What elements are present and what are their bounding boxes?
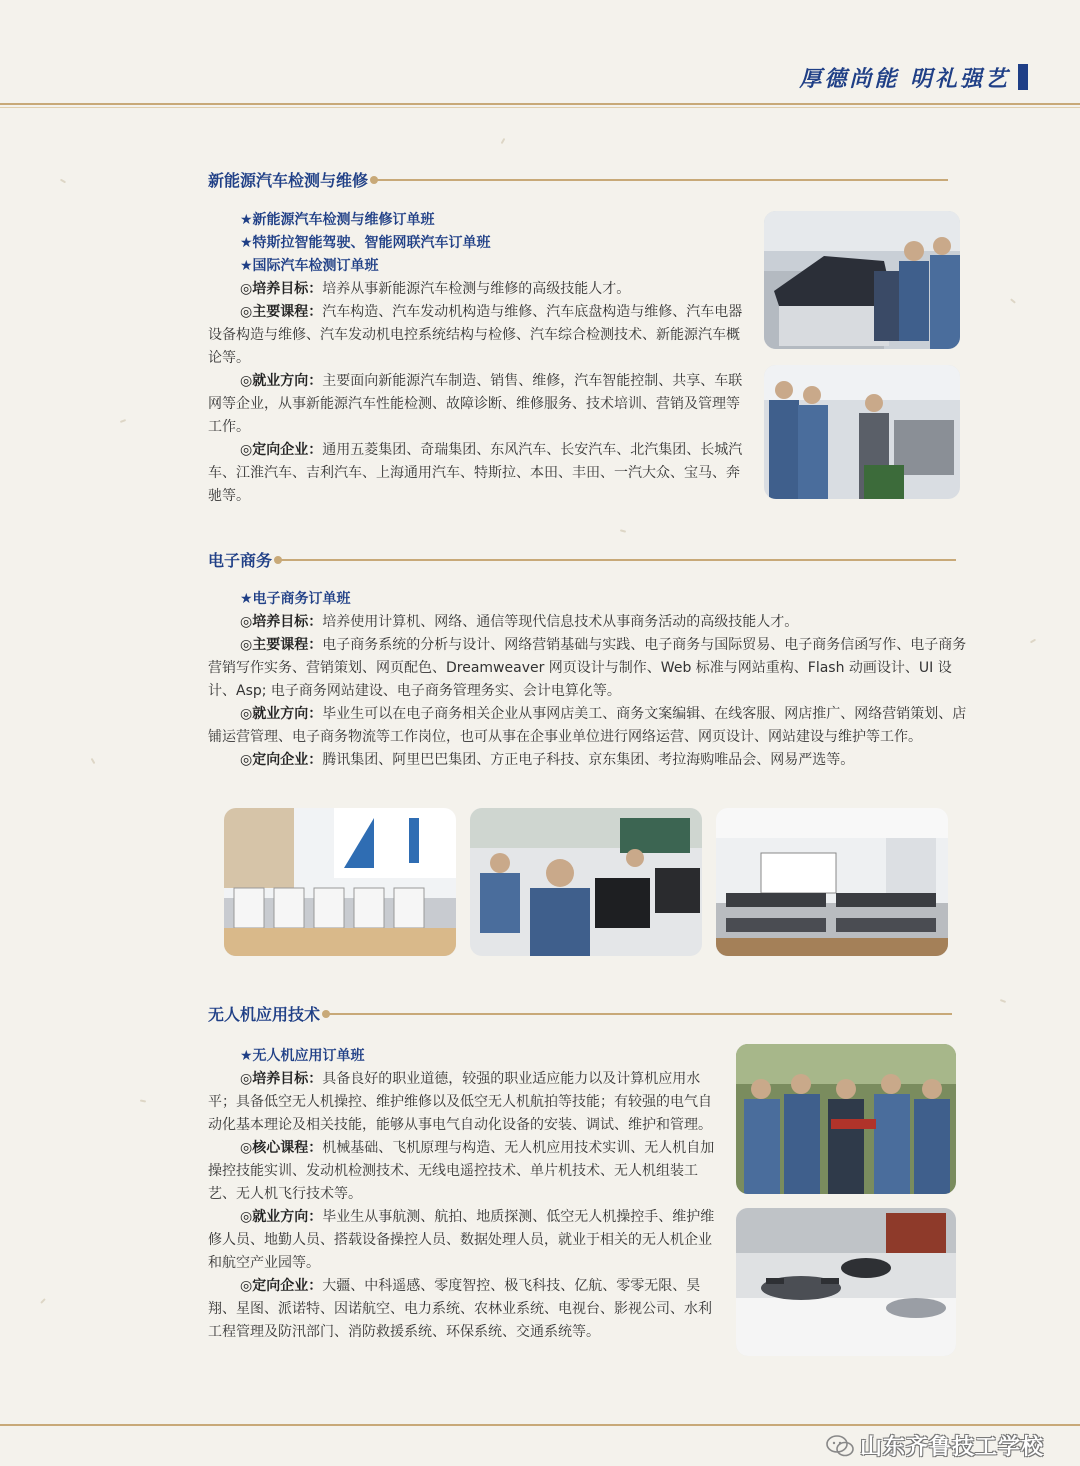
- class-item: ★电子商务订单班: [240, 591, 351, 607]
- courses-paragraph: ◎主要课程：电子商务系统的分析与设计、网络营销基础与实践、电子商务与国际贸易、电子商务信函写作、电子商务营销写作实务、营销策划、网页配色、Dreamweaver 网页设计与制作、Web 标准与网站重构、Flash 动画设计、UI 设计、Asp; 电子商务网站建设、电子商务管理务实、会计电算化等。: [208, 637, 967, 699]
- section-heading-nev: [208, 168, 948, 191]
- section-body-ecommerce: [208, 588, 968, 772]
- class-item: ★无人机应用订单班: [240, 1048, 365, 1064]
- goal-paragraph: ◎培养目标：具备良好的职业道德，较强的职业适应能力以及计算机应用水平；具备低空无人机操控、维护维修以及低空无人机航拍等技能；有较强的电气自动化基本理论及相关技能，能够从事电气自动化设备的安装、调试、维护和管理。: [208, 1071, 712, 1133]
- section-title: 电子商务: [208, 551, 273, 570]
- photo-drone-students: [736, 1044, 956, 1194]
- goal-paragraph: ◎培养目标：培养使用计算机、网络、通信等现代信息技术从事商务活动的高级技能人才。: [240, 614, 799, 630]
- career-paragraph: ◎就业方向：主要面向新能源汽车制造、销售、维修，汽车智能控制、共享、车联网等企业，从事新能源汽车性能检测、故障诊断、维修服务、技术培训、营销及管理等工作。: [208, 373, 743, 435]
- class-item: ★新能源汽车检测与维修订单班: [240, 212, 435, 228]
- class-item: ★国际汽车检测订单班: [240, 258, 379, 274]
- watermark-text: 山东齐鲁技工学校: [859, 1435, 1044, 1460]
- section-heading-drone: [208, 1002, 952, 1025]
- courses-paragraph: ◎主要课程：汽车构造、汽车发动机构造与维修、汽车底盘构造与维修、汽车电器设备构造与维修、汽车发动机电控系统结构与检修、汽车综合检测技术、新能源汽车概论等。: [208, 304, 743, 366]
- photo-computer-class: [470, 808, 702, 956]
- header-rule-thin: [0, 107, 1080, 108]
- companies-paragraph: ◎定向企业：大疆、中科遥感、零度智控、极飞科技、亿航、零零无限、昊翔、星图、派诺特、因诺航空、电力系统、农林业系统、电视台、影视公司、水利工程管理及防汛部门、消防救援系统、环保系统、交通系统等。: [208, 1278, 712, 1340]
- photo-ecommerce-lab: [224, 808, 456, 956]
- section-body-nev: [208, 209, 752, 508]
- section-divider: [326, 1013, 952, 1015]
- companies-paragraph: ◎定向企业：腾讯集团、阿里巴巴集团、方正电子科技、京东集团、考拉海购唯品会、网易严选等。: [240, 752, 855, 768]
- career-paragraph: ◎就业方向：毕业生可以在电子商务相关企业从事网店美工、商务文案编辑、在线客服、网店推广、网络营销策划、店铺运营管理、电子商务物流等工作岗位，也可从事在企事业单位进行网络运营、网页设计、网站建设与维护等工作。: [208, 706, 967, 745]
- companies-paragraph: ◎定向企业：通用五菱集团、奇瑞集团、东风汽车、长安汽车、北汽集团、长城汽车、江淮汽车、吉利汽车、上海通用汽车、特斯拉、本田、丰田、一汽大众、宝马、奔驰等。: [208, 442, 743, 504]
- section-title: 无人机应用技术: [208, 1005, 321, 1024]
- wechat-icon: [826, 1435, 854, 1457]
- career-paragraph: ◎就业方向：毕业生从事航测、航拍、地质探测、低空无人机操控手、维护维修人员、地勤人员、搭载设备操控人员、数据处理人员，就业于相关的无人机企业和航空产业园等。: [208, 1209, 715, 1271]
- photo-drone-display: [736, 1208, 956, 1356]
- photo-empty-computer-room: [716, 808, 948, 956]
- school-motto: 厚德尚能 明礼强艺: [799, 66, 1010, 92]
- wechat-watermark: [826, 1430, 1044, 1461]
- section-heading-ecommerce: [208, 548, 956, 571]
- section-divider: [278, 559, 956, 561]
- footer-rule: [0, 1424, 1080, 1426]
- photo-car-engine-inspection: [764, 211, 960, 349]
- courses-paragraph: ◎核心课程：机械基础、飞机原理与构造、无人机应用技术实训、无人机自加操控技能实训、发动机检测技术、无线电遥控技术、单片机技术、无人机组装工艺、无人机飞行技术等。: [208, 1140, 715, 1202]
- section-title: 新能源汽车检测与维修: [208, 171, 369, 190]
- motto-accent-bar: [1018, 64, 1028, 90]
- goal-paragraph: ◎培养目标：培养从事新能源汽车检测与维修的高级技能人才。: [240, 281, 631, 297]
- header-rule: [0, 103, 1080, 105]
- photo-engine-training: [764, 365, 960, 499]
- section-divider: [374, 179, 948, 181]
- class-item: ★特斯拉智能驾驶、智能网联汽车订单班: [240, 235, 491, 251]
- section-body-drone: [208, 1045, 718, 1344]
